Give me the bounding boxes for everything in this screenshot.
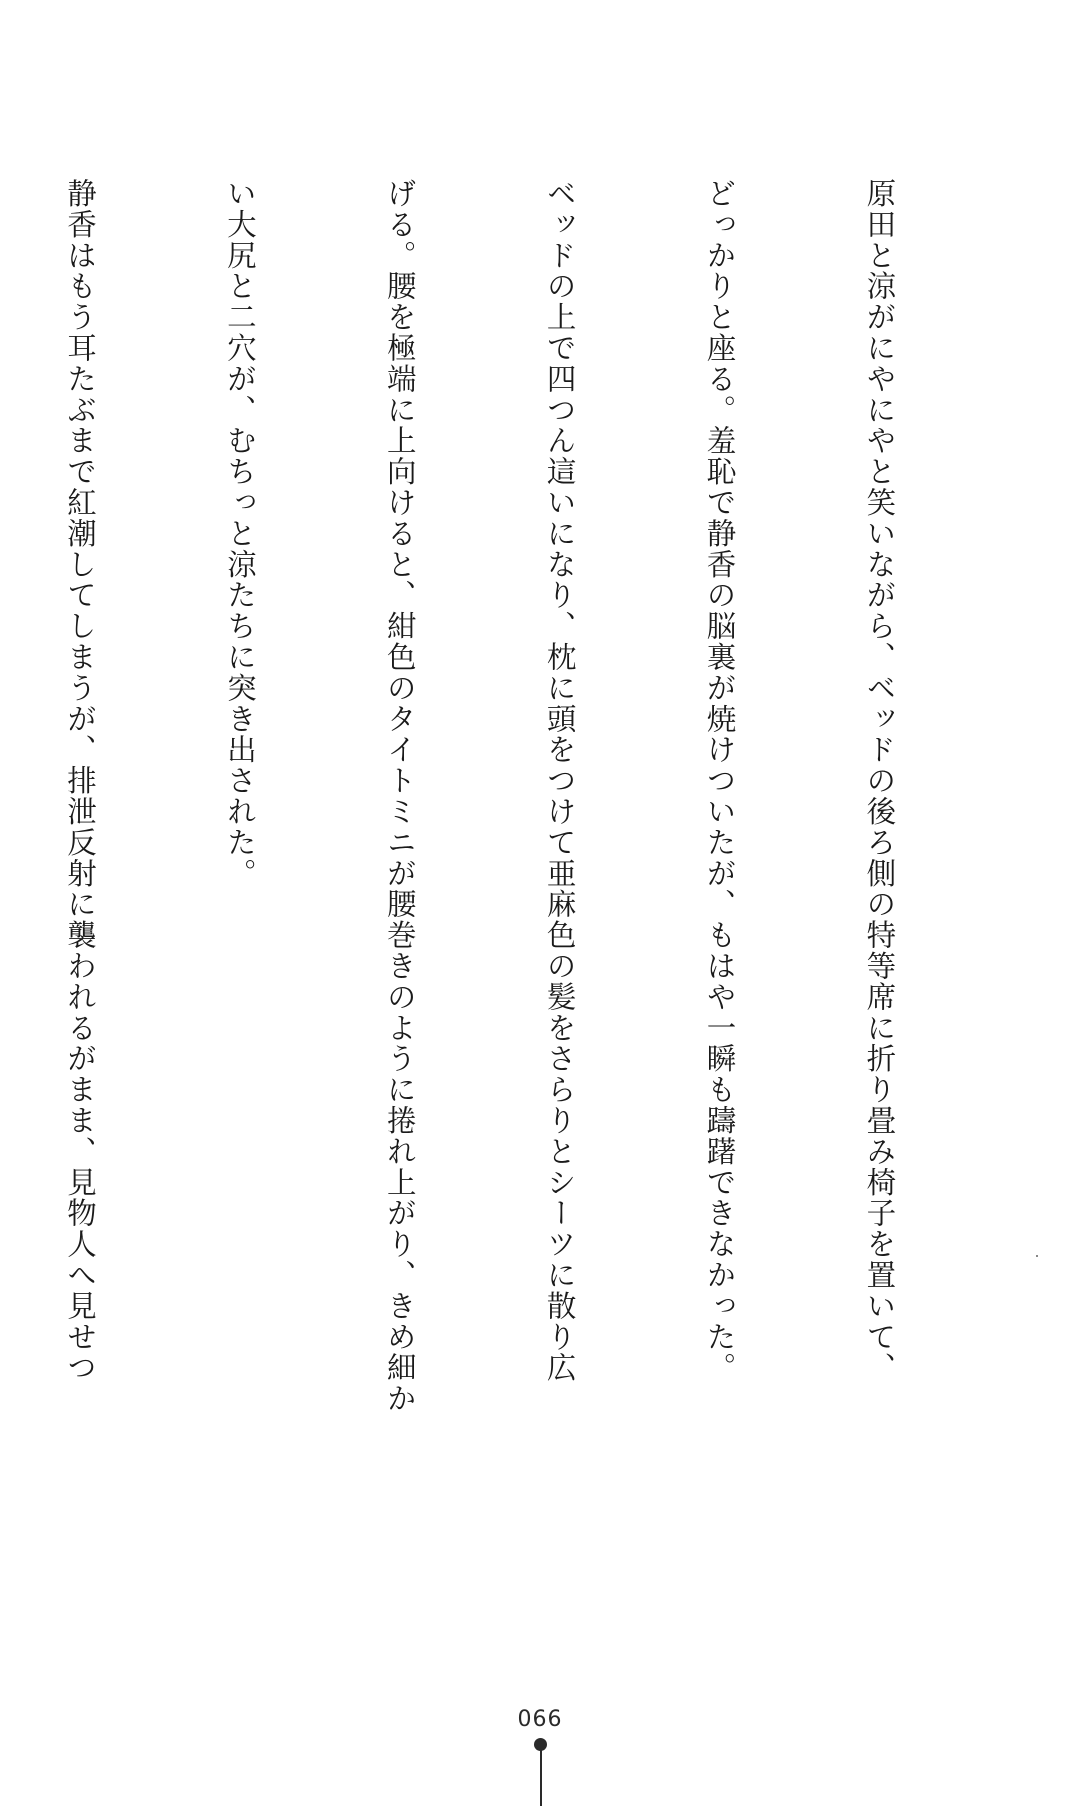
text-line: 静香はもう耳たぶまで紅潮してしまうが、排泄反射に襲われるがまま、見物人へ見せつ (62, 178, 97, 1384)
speck-mark (1036, 1255, 1038, 1257)
text-line: 原田と涼がにやにやと笑いながら、ベッドの後ろ側の特等席に折り畳み椅子を置いて、 (862, 178, 897, 1384)
body-text (0, 178, 1012, 1478)
text-line: い大尻と二穴が、むちっと涼たちに突き出された。 (222, 178, 257, 889)
text-line: どっかりと座る。羞恥で静香の脳裏が焼けついたが、もはや一瞬も躊躇できなかった。 (702, 178, 737, 1384)
text-line: げる。腰を極端に上向けると、紺色のタイトミニが腰巻きのように捲れ上がり、きめ細か (382, 178, 417, 1414)
page-marker-line (540, 1750, 542, 1806)
page-number: 066 (517, 1707, 563, 1732)
text-line: ベッドの上で四つん這いになり、枕に頭をつけて亜麻色の髪をさらりとシーツに散り広 (542, 178, 577, 1384)
